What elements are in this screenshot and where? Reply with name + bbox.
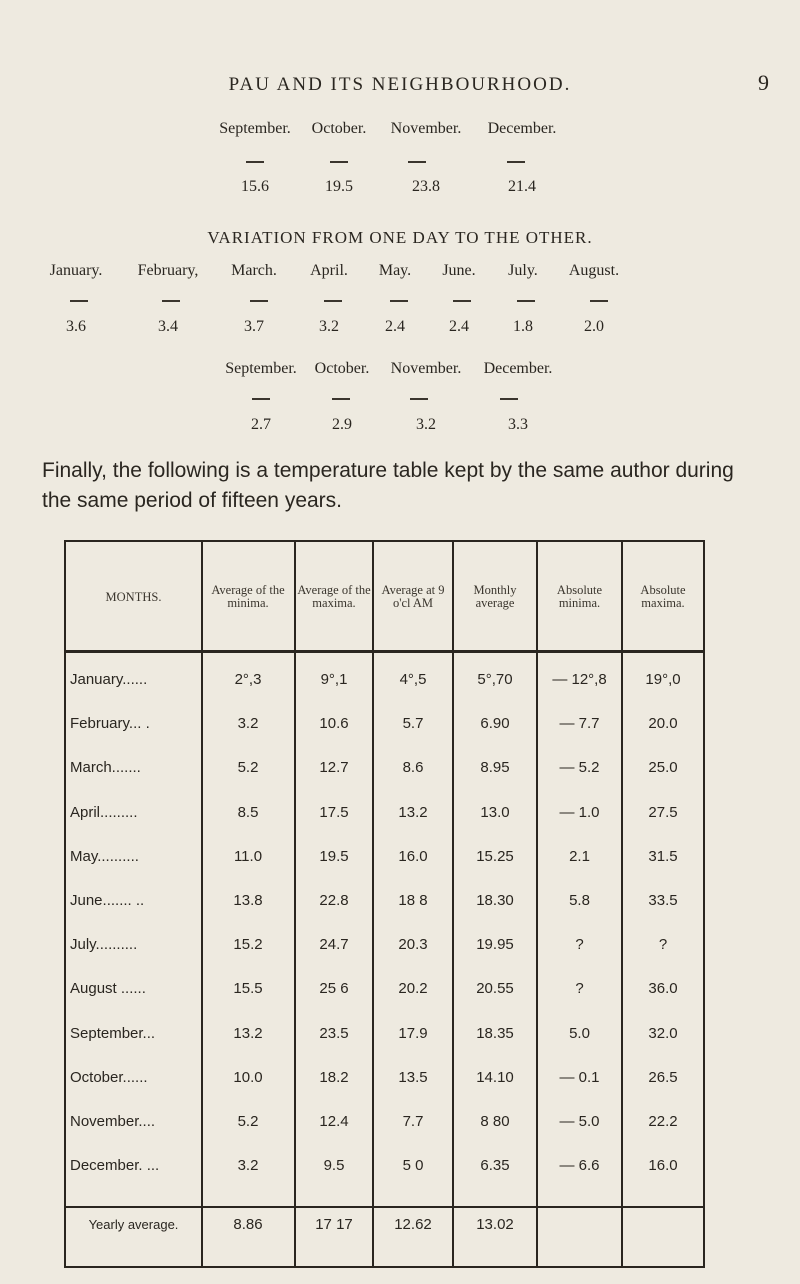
divider-dash xyxy=(517,300,535,302)
value-cell: ? xyxy=(575,980,584,998)
value: 15.6 xyxy=(241,178,269,195)
month-cell: October...... xyxy=(70,1068,148,1086)
value-cell: 22.8 xyxy=(319,892,349,909)
month-label: December. xyxy=(483,360,553,377)
value-cell: 17.5 xyxy=(319,803,349,821)
value-cell: 19.5 xyxy=(319,847,349,865)
value-cell: 15.5 xyxy=(233,980,263,998)
value-cell: 5.2 xyxy=(237,759,259,777)
value: 3.4 xyxy=(158,318,178,335)
value-cell: 13.0 xyxy=(480,803,510,821)
month-label: September. xyxy=(219,120,291,137)
value-cell: 20.3 xyxy=(398,936,428,954)
footer-label: Yearly average. xyxy=(88,1217,179,1232)
value-cell: 15.2 xyxy=(233,936,263,954)
divider-dash xyxy=(408,161,426,163)
value: 2.4 xyxy=(449,318,469,335)
header-avg-minima: Average of the minima. xyxy=(211,583,285,610)
value-cell: 20.2 xyxy=(398,980,428,998)
value-cell: — 6.6 xyxy=(559,1157,600,1175)
month-label: October. xyxy=(314,360,370,377)
month-label: July. xyxy=(508,262,538,279)
value: 21.4 xyxy=(508,178,536,195)
value-cell: 6.90 xyxy=(480,715,510,733)
month-label: September. xyxy=(225,360,297,377)
value-cell: 13.5 xyxy=(398,1068,428,1086)
value-cell: 23.5 xyxy=(319,1024,349,1042)
divider-dash xyxy=(332,398,350,400)
variation-values-row-1 xyxy=(30,318,634,336)
page-number: 9 xyxy=(758,70,769,95)
variation-months-row-2 xyxy=(218,360,564,378)
value-cell: 5°,70 xyxy=(477,671,513,688)
value-cell: 8 80 xyxy=(480,1113,510,1130)
month-cell: April......... xyxy=(70,803,138,821)
value-cell: — 12°,8 xyxy=(552,671,607,688)
divider-dash xyxy=(390,300,408,302)
month-cell: July.......... xyxy=(70,936,138,954)
value-cell: 13.2 xyxy=(398,803,428,821)
divider-dash xyxy=(70,300,88,302)
divider-dash xyxy=(330,161,348,163)
month-label: October. xyxy=(311,120,367,137)
top-values-row xyxy=(210,178,570,196)
month-label: December. xyxy=(487,120,557,137)
value-cell: 3.2 xyxy=(237,715,259,733)
value-cell: 13.2 xyxy=(233,1024,263,1042)
value-cell: 25.0 xyxy=(648,759,678,777)
month-label: November. xyxy=(390,120,462,137)
variation-values-row-2 xyxy=(218,416,564,434)
footer-cell: 13.02 xyxy=(476,1216,514,1233)
header-avg-maxima: Average of the maxima. xyxy=(297,583,371,610)
value-cell: 20.0 xyxy=(648,715,678,733)
value-cell: — 5.2 xyxy=(559,759,600,777)
value-cell: 7.7 xyxy=(402,1113,424,1130)
divider-dash xyxy=(500,398,518,400)
value: 23.8 xyxy=(412,178,440,195)
value-cell: 5.7 xyxy=(402,715,424,733)
value: 3.2 xyxy=(319,318,339,335)
value-cell: 4°,5 xyxy=(399,671,427,688)
value-cell: 10.0 xyxy=(233,1068,263,1086)
month-label: May. xyxy=(378,262,412,279)
value: 3.6 xyxy=(66,318,86,335)
value-cell: — 1.0 xyxy=(559,803,600,821)
value-cell: 5.0 xyxy=(569,1024,590,1042)
value-cell: 12.4 xyxy=(319,1113,349,1130)
value: 2.0 xyxy=(584,318,604,335)
month-cell: August ...... xyxy=(70,980,146,998)
value-cell: 22.2 xyxy=(648,1113,678,1130)
footer-rule xyxy=(66,1206,703,1208)
running-title: PAU AND ITS NEIGHBOURHOOD. xyxy=(228,74,572,95)
value: 1.8 xyxy=(513,318,533,335)
value: 2.9 xyxy=(332,416,352,433)
top-months-row xyxy=(210,120,570,138)
divider-dash xyxy=(162,300,180,302)
temperature-table xyxy=(64,540,705,1268)
value-cell: 27.5 xyxy=(648,803,678,821)
value-cell: 15.25 xyxy=(476,847,514,865)
divider-dash xyxy=(250,300,268,302)
value-cell: 18 8 xyxy=(398,892,428,909)
value-cell: 31.5 xyxy=(648,847,678,865)
footer-cell: 8.86 xyxy=(233,1216,263,1233)
value-cell: 18.30 xyxy=(476,892,514,909)
value-cell: 26.5 xyxy=(648,1068,678,1086)
value-cell: 20.55 xyxy=(476,980,514,998)
value: 3.7 xyxy=(244,318,264,335)
footer-cell: 17 17 xyxy=(315,1216,353,1233)
month-label: February, xyxy=(137,262,199,279)
value-cell: 8.95 xyxy=(480,759,510,777)
value-cell: 16.0 xyxy=(648,1157,678,1175)
value-cell: — 0.1 xyxy=(559,1068,600,1086)
month-label: April. xyxy=(310,262,348,279)
divider-dash xyxy=(252,398,270,400)
value-cell: — 7.7 xyxy=(559,715,600,733)
variation-months-row-1 xyxy=(30,262,634,280)
month-label: August. xyxy=(568,262,620,279)
divider-dash xyxy=(324,300,342,302)
value: 2.7 xyxy=(251,416,271,433)
value-cell: 17.9 xyxy=(398,1024,428,1042)
value-cell: 25 6 xyxy=(319,980,349,998)
value-cell: 5.8 xyxy=(569,892,590,909)
value-cell: — 5.0 xyxy=(559,1113,600,1130)
value: 19.5 xyxy=(325,178,353,195)
value-cell: 10.6 xyxy=(319,715,349,733)
value-cell: 6.35 xyxy=(480,1157,510,1175)
value-cell: 3.2 xyxy=(237,1157,259,1175)
month-label: June. xyxy=(442,262,476,279)
header-months: MONTHS. xyxy=(105,589,162,604)
value-cell: 8.5 xyxy=(237,803,259,821)
variation-caption: VARIATION FROM ONE DAY TO THE OTHER. xyxy=(207,228,593,247)
header-absolute-minima: Absolute minima. xyxy=(556,583,603,610)
value-cell: 33.5 xyxy=(648,892,678,909)
value-cell: 8.6 xyxy=(402,759,424,777)
header-absolute-maxima: Absolute maxima. xyxy=(640,583,686,610)
divider-dash xyxy=(507,161,525,163)
month-label: January. xyxy=(49,262,103,279)
month-cell: November.... xyxy=(70,1113,156,1130)
month-cell: March....... xyxy=(70,759,141,777)
value: 2.4 xyxy=(385,318,405,335)
value-cell: 11.0 xyxy=(233,847,263,865)
value-cell: 18.35 xyxy=(476,1024,514,1042)
value: 3.2 xyxy=(416,416,436,433)
month-cell: May.......... xyxy=(70,847,139,865)
month-label: March. xyxy=(231,262,277,279)
divider-dash xyxy=(590,300,608,302)
value-cell: 24.7 xyxy=(319,936,349,954)
value-cell: 19°,0 xyxy=(645,671,681,688)
month-label: November. xyxy=(390,360,462,377)
value-cell: 2°,3 xyxy=(234,671,262,688)
header-monthly-average: Monthly average xyxy=(473,583,517,610)
divider-dash xyxy=(453,300,471,302)
value-cell: ? xyxy=(658,936,668,954)
value-cell: 32.0 xyxy=(648,1024,678,1042)
value-cell: 18.2 xyxy=(319,1068,349,1086)
value-cell: 9.5 xyxy=(323,1157,345,1175)
month-cell: January...... xyxy=(70,671,148,688)
value-cell: 12.7 xyxy=(319,759,349,777)
header-avg-9am: Average at 9 o'cl AM xyxy=(381,583,445,610)
value-cell: 5.2 xyxy=(237,1113,259,1130)
value: 3.3 xyxy=(508,416,528,433)
value-cell: 9°,1 xyxy=(320,671,348,688)
month-cell: September... xyxy=(70,1024,156,1042)
value-cell: 19.95 xyxy=(476,936,514,954)
divider-dash xyxy=(246,161,264,163)
value-cell: 5 0 xyxy=(402,1157,424,1175)
value-cell: ? xyxy=(575,936,584,954)
value-cell: 16.0 xyxy=(398,847,428,865)
value-cell: 14.10 xyxy=(476,1068,514,1086)
month-cell: February... . xyxy=(70,715,150,733)
value-cell: 2.1 xyxy=(569,847,590,865)
month-cell: June....... .. xyxy=(70,892,145,909)
divider-dash xyxy=(410,398,428,400)
intro-paragraph: Finally, the following is a temperature table kept by the same author during the same period of fifteen years. xyxy=(42,459,734,512)
footer-cell: 12.62 xyxy=(394,1216,432,1233)
month-cell: December. ... xyxy=(70,1157,160,1175)
value-cell: 13.8 xyxy=(233,892,263,909)
value-cell: 36.0 xyxy=(648,980,678,998)
